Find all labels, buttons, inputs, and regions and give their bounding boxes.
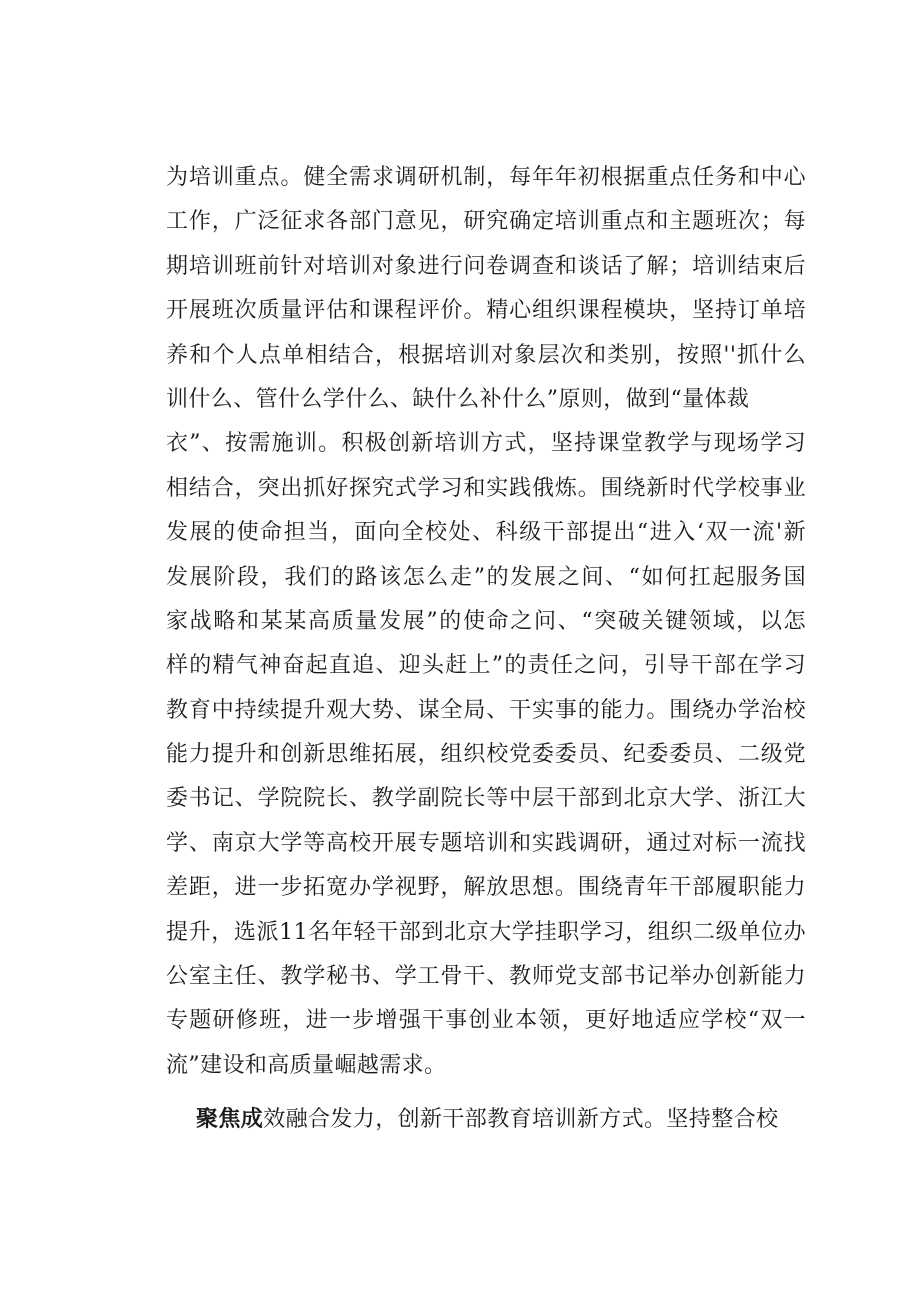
text-line: 为培训重点。健全需求调研机制，每年年初根据重点任务和中心 xyxy=(166,165,806,190)
text-line: 样的精气神奋起直追、迎头赶上”的责任之问，引导干部在学习 xyxy=(166,653,806,679)
text-line: 养和个人点单相结合，根据培训对象层次和类别，按照''抓什么 xyxy=(166,342,806,368)
text-line: 委书记、学院院长、教学副院长等中层干部到北京大学、浙江大 xyxy=(166,786,806,812)
paragraph-gap xyxy=(166,1088,806,1097)
text-line: 学、南京大学等高校开展专题培训和实践调研，通过对标一流找 xyxy=(166,830,806,856)
paragraph-2 xyxy=(166,1097,806,1141)
text-line: 相结合，突出抓好探究式学习和实践俄炼。围绕新时代学校事业 xyxy=(166,475,806,501)
paragraph-1 xyxy=(166,156,806,1088)
text-line: 公室主任、教学秘书、学工骨干、教师党支部书记举办创新能力 xyxy=(166,964,806,990)
text-line: 差距，进一步拓宽办学视野，解放思想。围绕青年干部履职能力 xyxy=(166,875,806,901)
text-line: 能力提升和创新思维拓展，组织校党委委员、纪委委员、二级党 xyxy=(166,742,806,768)
text-line: 提升，选派11名年轻干部到北京大学挂职学习，组织二级单位办 xyxy=(166,919,806,945)
text-line: 工作，广泛征求各部门意见，研究确定培训重点和主题班次；每 xyxy=(166,209,806,235)
text-line: 教育中持续提升观大势、谋全局、干实事的能力。围绕办学治校 xyxy=(166,697,806,723)
text-line: 专题研修班，进一步增强干事创业本领，更好地适应学校“双一 xyxy=(166,1008,806,1034)
body-text xyxy=(166,156,806,1142)
paragraph-lead-bold: 聚焦成 xyxy=(196,1106,264,1133)
text-line: 家战略和某某高质量发展”的使命之问、“突破关键领域，以怎 xyxy=(166,608,806,634)
text-line: 期培训班前针对培训对象进行问卷调查和谈话了解；培训结束后 xyxy=(166,253,806,279)
text-line: 训什么、管什么学什么、缺什么补什么”原则，做到“量体裁 xyxy=(166,386,750,412)
text-line: 衣”、按需施训。积极创新培训方式，坚持课堂教学与现场学习 xyxy=(166,431,806,457)
text-line: 发展阶段，我们的路该怎么走”的发展之间、“如何扛起服务国 xyxy=(166,564,806,590)
text-line xyxy=(166,1097,806,1141)
text-line: 开展班次质量评估和课程评价。精心组织课程模块，坚持订单培 xyxy=(166,298,806,324)
text-line: 发展的使命担当，面向全校处、科级干部提出“进入‘双一流'新 xyxy=(166,520,806,546)
text-line: 流”建设和高质量崛越需求。 xyxy=(166,1052,447,1078)
paragraph-lead-rest: 效融合发力，创新干部教育培训新方式。坚持整合校 xyxy=(263,1107,779,1133)
